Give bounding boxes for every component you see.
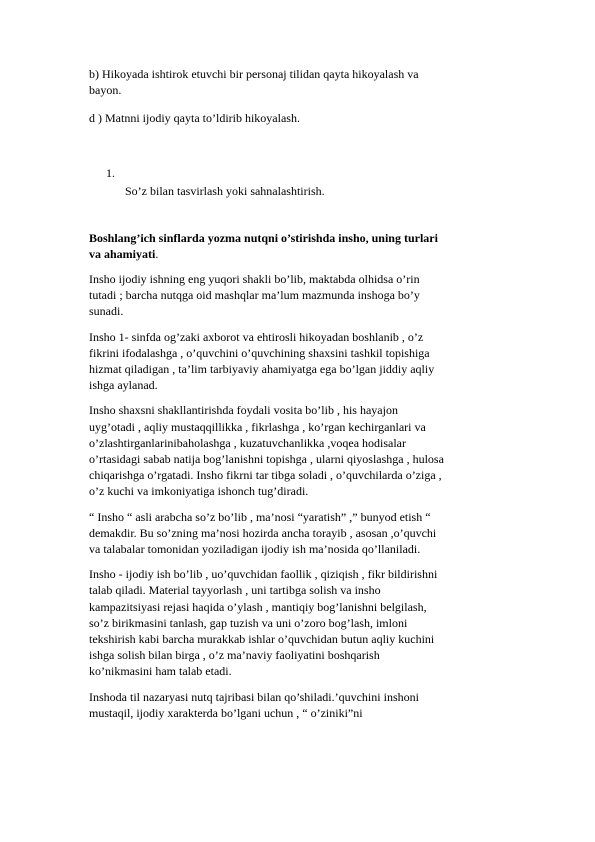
line-b: b) Hikoyada ishtirok etuvchi bir personaj tilidan qayta hikoyalash va bayon. [89, 67, 419, 98]
list-number: 1. [106, 165, 115, 180]
line-d: d ) Matnni ijodiy qayta to’ldirib hikoyalash. [89, 111, 300, 126]
paragraph-5: Insho - ijodiy ish bo’lib , uo’quvchidan faollik , qiziqish , fikr bildirishni talab qiladi. Material tayyorlash , uni tartibga solish va insho kampazitsiyasi rejasi haqida o’ylash , mantiqiy bog’lanishni belgilash, so’z birikmasini tanlash, gap tuzish va uni o’zoro bog’lash, imloni tekshirish kabi barcha murakkab ishlar o’quvchidan butun aqliy kuchini ishga solish bilan birga , o’z ma’naviy faoliyatini boshqarish ko’nikmasini ham talab etadi. [89, 567, 438, 679]
list-item: So’z bilan tasvirlash yoki sahnalashtirish. [125, 183, 325, 198]
paragraph-4: “ Insho “ asli arabcha so’z bo’lib , ma’nosi “yaratish” ,” bunyod etish “ demakdir. Bu so’zning ma’nosi hozirda ancha torayib , asosan ,o’quvchi va talabalar tomonidan yoziladigan ijodiy ish ma’nosida qo’llaniladi. [89, 509, 437, 557]
document-page [89, 66, 511, 721]
paragraph-3: Insho shaxsni shakllantirishda foydali vosita bo’lib , his hayajon uyg’otadi , aqliy mustaqqillikka , fikrlashga , ko’rgan kechirganlari va o’zlashtirganlarinibaholashga , kuzatuvchanlikka ,voqea hodisalar o’rtasidagi sabab natija bog’lanishni topishga , ularni qiyoslashga , hulosa chiqarishga o’rgatadi. Insho fikrni tar tibga soladi , o’quvchilarda o’ziga , o’z kuchi va imkoniyatiga ishonch tug’diradi. [89, 403, 444, 499]
paragraph-2: Insho 1- sinfda og’zaki axborot va ehtirosli hikoyadan boshlanib , o’z fikrini ifodalashga , o’quvchini o’quvchining shaxsini tashkil topishiga hizmat qiladigan , ta’lim tarbiyaviy ahamiyatga ega bo’lgan jiddiy aqliy ishga aylanad. [89, 329, 435, 393]
section-heading [89, 230, 511, 262]
heading-tail: . [155, 246, 159, 261]
heading-bold: Boshlang’ich sinflarda yozma nutqni o’stirishda insho, uning turlari va ahamiyati [89, 230, 438, 261]
paragraph-1: Insho ijodiy ishning eng yuqori shakli bo’lib, maktabda olhidsa o’rin tutadi ; barcha nutqga oid mashqlar ma’lum mazmunda inshoga bo’y sunadi. [89, 272, 420, 319]
numbered-list [89, 165, 511, 205]
paragraph-6: Inshoda til nazaryasi nutq tajribasi bilan qo’shiladi.’quvchini inshoni mustaqil, ijodiy xarakterda bo’lgani uchun , “ o’ziniki”ni [89, 689, 419, 720]
